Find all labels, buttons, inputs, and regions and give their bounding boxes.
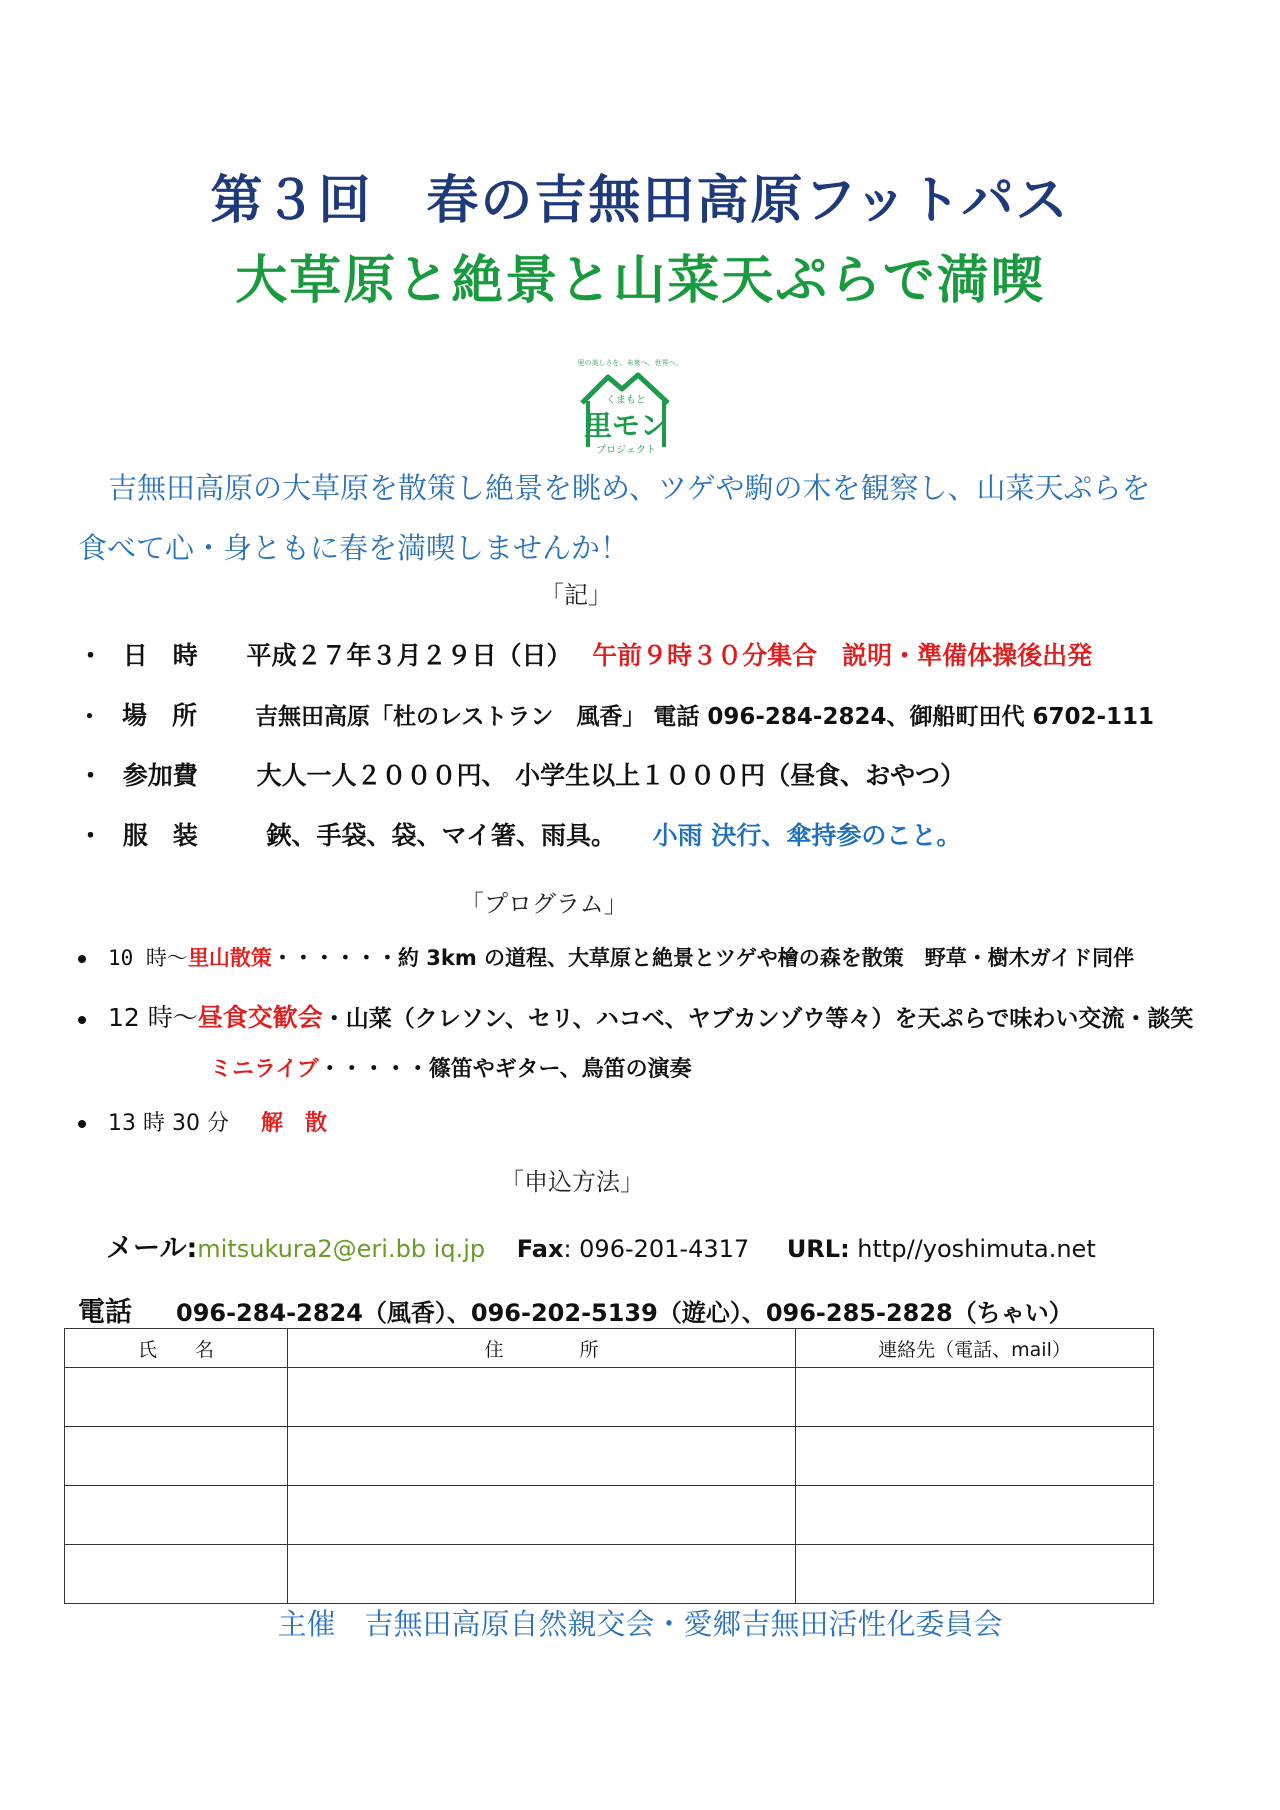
logo-kumamoto: くまもと bbox=[606, 395, 646, 406]
clothing-value: 鋏、手袋、袋、マイ箸、雨具。 bbox=[266, 821, 616, 850]
mail-link[interactable]: mitsukura2@eri.bb iq.jp bbox=[197, 1235, 486, 1263]
table-row bbox=[65, 1427, 1154, 1486]
program-2-time: 12 時～ bbox=[108, 1003, 198, 1032]
fax-label: Fax bbox=[516, 1235, 564, 1263]
organizer: 主催 吉無田高原自然親交会・愛郷吉無田活性化委員会 bbox=[277, 1607, 1003, 1641]
mail-label: メール: bbox=[106, 1233, 198, 1264]
program-1-title: 里山散策 bbox=[187, 946, 272, 970]
table-row bbox=[65, 1545, 1154, 1604]
heading-apply: 「申込方法」 bbox=[500, 1168, 644, 1196]
program-2-desc: ・山菜（クレソン、セリ、ハコベ、ヤブカンゾウ等々）を天ぷらで味わい交流・談笑 bbox=[322, 1006, 1194, 1032]
bullet: ・ bbox=[78, 761, 104, 790]
program-2-title: 昼食交歓会 bbox=[197, 1003, 323, 1032]
heading-program: 「プログラム」 bbox=[460, 890, 628, 918]
contact-cell[interactable] bbox=[796, 1486, 1154, 1545]
header-address: 住 所 bbox=[288, 1329, 796, 1368]
place-label: 場 所 bbox=[122, 701, 198, 730]
clothing-highlight: 小雨 決行、傘持参のこと。 bbox=[652, 821, 962, 850]
program-item-2 bbox=[78, 998, 1193, 1034]
phone-label: 電話 bbox=[78, 1297, 132, 1328]
url-link[interactable]: http//yoshimuta.net bbox=[849, 1235, 1096, 1263]
bullet: ・ bbox=[78, 704, 101, 730]
header-contact: 連絡先（電話、mail） bbox=[796, 1329, 1154, 1368]
title-line1: 第３回 春の吉無田高原フットパス bbox=[210, 171, 1070, 231]
fee-label: 参加費 bbox=[122, 761, 198, 790]
program-item-4 bbox=[78, 1106, 327, 1137]
name-cell[interactable] bbox=[65, 1545, 288, 1604]
name-cell[interactable] bbox=[65, 1486, 288, 1545]
phone-value: 096-284-2824（風香）、096-202-5139（遊心）、096-285-2828（ちゃい） bbox=[176, 1299, 1073, 1327]
logo-project: プロジェクト bbox=[596, 445, 656, 456]
program-1-time: 10 時～ bbox=[108, 946, 188, 970]
bullet-dot bbox=[78, 1016, 86, 1024]
intro-line2: 食べて心・身ともに春を満喫しませんか！ bbox=[78, 531, 630, 565]
name-cell[interactable] bbox=[65, 1368, 288, 1427]
bullet: ・ bbox=[78, 821, 104, 850]
program-1-desc: ・・・・・・約 3km の道程、大草原と絶景とツゲや檜の森を散策 野草・樹木ガイド同伴 bbox=[271, 946, 1135, 970]
logo-tagline: 里の美しさを、未来へ、世界へ。 bbox=[577, 359, 683, 367]
fee-value: 大人一人２０００円、 小学生以上１０００円（昼食、おやつ） bbox=[256, 761, 966, 790]
name-cell[interactable] bbox=[65, 1427, 288, 1486]
bullet-dot bbox=[78, 1120, 86, 1128]
table-row bbox=[65, 1486, 1154, 1545]
program-3-title: ミニライブ bbox=[210, 1057, 319, 1082]
address-cell[interactable] bbox=[288, 1368, 796, 1427]
place-value: 吉無田高原「杜のレストラン 風香」 電話 096-284-2824、御船町田代 6702-111 bbox=[255, 704, 1155, 730]
intro-line1: 吉無田高原の大草原を散策し絶景を眺め、ツゲや駒の木を観察し、山菜天ぷらを bbox=[108, 471, 1151, 505]
program-item-1 bbox=[78, 942, 1134, 972]
contact-cell[interactable] bbox=[796, 1427, 1154, 1486]
bullet: ・ bbox=[78, 641, 104, 670]
program-4-title: 解 散 bbox=[260, 1111, 327, 1136]
program-3-desc: ・・・・・篠笛やギター、鳥笛の演奏 bbox=[318, 1057, 692, 1082]
fax-value: : 096-201-4317 bbox=[563, 1235, 750, 1263]
phone-line bbox=[78, 1290, 1073, 1329]
address-cell[interactable] bbox=[288, 1545, 796, 1604]
application-table bbox=[64, 1328, 1154, 1604]
detail-place bbox=[78, 696, 1154, 732]
contact-line bbox=[106, 1226, 1096, 1265]
detail-fee bbox=[78, 756, 965, 792]
bullet-dot bbox=[78, 955, 86, 963]
table-header-row bbox=[65, 1329, 1154, 1368]
program-item-3 bbox=[210, 1052, 692, 1083]
clothing-label: 服 装 bbox=[122, 821, 198, 850]
contact-cell[interactable] bbox=[796, 1368, 1154, 1427]
datetime-label: 日 時 bbox=[122, 641, 198, 670]
logo-name: 里モン bbox=[583, 409, 669, 442]
detail-clothing bbox=[78, 816, 961, 852]
detail-datetime bbox=[78, 636, 1092, 672]
title-line2: 大草原と絶景と山菜天ぷらで満喫 bbox=[235, 251, 1045, 311]
datetime-highlight: 午前９時３０分集合 説明・準備体操後出発 bbox=[592, 641, 1093, 670]
url-label: URL: bbox=[786, 1235, 850, 1263]
heading-ki: 「記」 bbox=[540, 581, 612, 609]
table-row bbox=[65, 1368, 1154, 1427]
contact-cell[interactable] bbox=[796, 1545, 1154, 1604]
address-cell[interactable] bbox=[288, 1427, 796, 1486]
satomon-logo bbox=[560, 355, 700, 465]
header-name: 氏 名 bbox=[65, 1329, 288, 1368]
datetime-value: 平成２７年３月２９日（日） bbox=[246, 641, 572, 670]
program-4-time: 13 時 30 分 bbox=[108, 1111, 229, 1136]
address-cell[interactable] bbox=[288, 1486, 796, 1545]
